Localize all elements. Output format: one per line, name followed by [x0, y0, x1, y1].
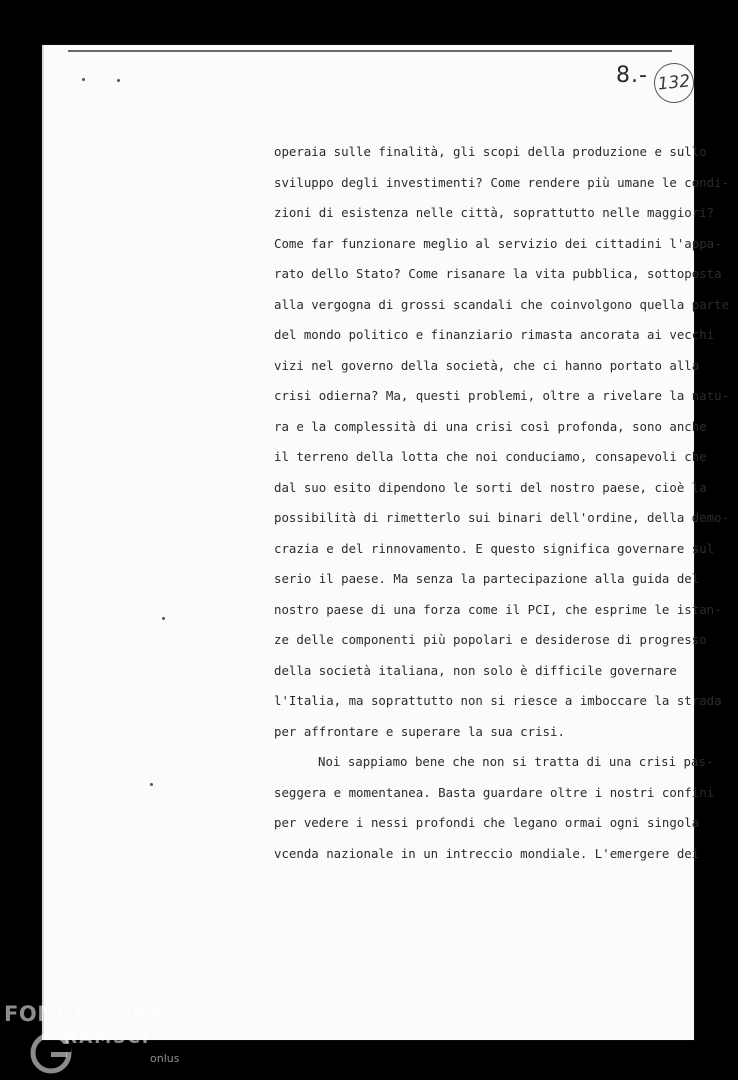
margin-speck [117, 79, 120, 82]
text-line: per vedere i nessi profondi che legano ormai ogni singola [274, 815, 700, 830]
margin-speck [150, 783, 153, 786]
text-line: crazia e del rinnovamento. E questo significa governare sul [274, 540, 715, 556]
text-line: sviluppo degli investimenti? Come rendere più umane le condi- [274, 174, 730, 190]
text-line: alla vergogna di grossi scandali che coinvolgono quella parte [274, 296, 730, 312]
margin-speck [162, 617, 165, 620]
text-line: nostro paese di una forza come il PCI, che esprime le istan- [274, 601, 722, 617]
text-line: vizi nel governo della società, che ci hanno portato alla [274, 357, 700, 373]
watermark-line2: RAMSCI [64, 1028, 151, 1048]
page-number: 8.- [616, 63, 648, 88]
text-line: zioni di esistenza nelle città, soprattutto nelle maggiori? [274, 205, 715, 220]
text-line: possibilità di rimetterlo sui binari dell'ordine, della demo- [274, 510, 730, 525]
text-line: del mondo politico e finanziario rimasta ancorata ai vecchi [274, 327, 715, 342]
document-page [42, 45, 730, 1040]
text-line: seggera e momentanea. Basta guardare oltre i nostri confini [274, 784, 715, 800]
text-line: il terreno della lotta che noi conduciamo, consapevoli che [274, 449, 707, 464]
margin-speck [82, 78, 85, 81]
text-line: ze delle componenti più popolari e desiderose di progresso [274, 632, 707, 647]
text-line: rato dello Stato? Come risanare la vita pubblica, sottoposta [274, 266, 722, 281]
text-line: l'Italia, ma soprattutto non si riesce a imboccare la strada [274, 693, 722, 708]
text-line: operaia sulle finalità, gli scopi della produzione e sullo [274, 144, 707, 159]
archive-number-stamp: 132 [652, 61, 696, 105]
top-rule [68, 50, 672, 52]
fondazione-gramsci-watermark [4, 1002, 204, 1076]
watermark-line1: FONDAZIONE [4, 1002, 166, 1026]
typed-body-text [274, 137, 730, 869]
text-line: dal suo esito dipendono le sorti del nostro paese, cioè la [274, 479, 707, 495]
text-line: della società italiana, non solo è difficile governare [274, 662, 677, 678]
text-line: vcenda nazionale in un intreccio mondiale. L'emergere dei [274, 845, 700, 861]
text-line: per affrontare e superare la sua crisi. [274, 723, 565, 739]
text-line: ra e la complessità di una crisi così profonda, sono anche [274, 418, 707, 434]
text-line: Come far funzionare meglio al servizio dei cittadini l'appa- [274, 235, 722, 251]
text-line: crisi odierna? Ma, questi problemi, oltre a rivelare la natu- [274, 388, 730, 403]
text-line: Noi sappiamo bene che non si tratta di una crisi pas- [318, 754, 714, 769]
watermark-suffix: onlus [150, 1052, 180, 1065]
text-line: serio il paese. Ma senza la partecipazione alla guida del [274, 571, 700, 586]
